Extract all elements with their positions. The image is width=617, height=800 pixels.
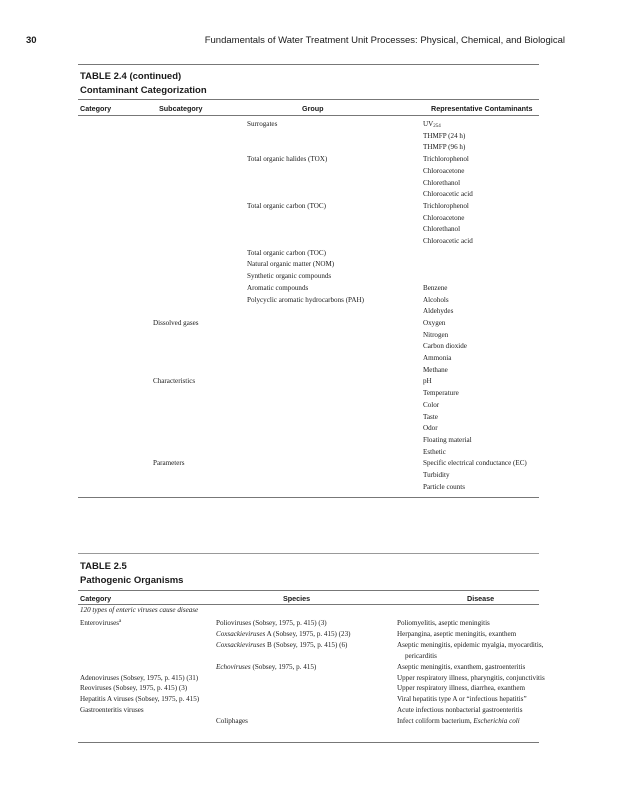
disease-cell — [397, 651, 567, 662]
category-cell — [80, 131, 153, 143]
species-genus: Echoviruses — [216, 662, 251, 671]
divider — [78, 497, 539, 498]
category-cell — [80, 248, 153, 260]
species-cell — [216, 618, 397, 629]
divider — [78, 553, 539, 554]
group-cell: Surrogates — [247, 120, 278, 128]
group-cell — [247, 376, 423, 388]
subcategory-cell — [153, 259, 247, 271]
group-cell: Aromatic compounds — [247, 283, 309, 292]
table-row — [80, 447, 541, 459]
table-row — [80, 435, 541, 447]
col-header-subcategory: Subcategory — [159, 104, 203, 113]
subcategory-cell — [153, 131, 247, 143]
group-cell: Synthetic organic compounds — [247, 272, 332, 281]
disease-text: Viral hepatitis type A or “infectious hepatitis” — [397, 695, 527, 704]
category-cell — [80, 142, 153, 154]
group-cell — [247, 131, 423, 143]
group-cell — [247, 470, 423, 482]
divider — [78, 115, 539, 116]
table-row — [80, 640, 567, 651]
group-cell — [247, 306, 423, 318]
table-row — [80, 400, 541, 412]
contaminant-cell: $UV_{254}$ — [423, 120, 441, 129]
table-row — [80, 131, 541, 143]
category-cell — [80, 154, 153, 166]
species-cell — [216, 683, 397, 694]
category-cell — [80, 376, 153, 388]
table-row — [80, 271, 541, 283]
table-row — [80, 259, 541, 271]
group-cell: Polycyclic aromatic hydrocarbons (PAH) — [247, 295, 364, 304]
subcategory-cell — [153, 435, 247, 447]
contaminant-cell: Chloroacetic acid — [423, 237, 473, 246]
category-cell — [80, 166, 153, 178]
subcategory-cell — [153, 236, 247, 248]
category-cell — [80, 662, 216, 673]
disease-text: Acute infectious nonbacterial gastroenteritis — [397, 706, 523, 715]
table-row — [80, 629, 567, 640]
col-header-category: Category — [80, 594, 112, 603]
disease-text: Poliomyelitis, aseptic meningitis — [397, 619, 490, 627]
subcategory-cell — [153, 201, 247, 213]
species-text: Polioviruses (Sobsey, 1975, p. 415) (3) — [216, 619, 327, 627]
group-cell — [247, 213, 423, 225]
table-2-5-title: Pathogenic Organisms — [80, 575, 184, 586]
group-cell — [247, 435, 423, 447]
contaminant-cell: Ammonia — [423, 354, 452, 363]
disease-cell — [397, 662, 567, 673]
subcategory-cell — [153, 388, 247, 400]
table-row — [80, 618, 567, 629]
group-cell — [247, 318, 423, 330]
table-row — [80, 662, 567, 673]
disease-organism: Escherichia coli — [473, 717, 520, 726]
category-cell — [80, 705, 216, 716]
table-row — [80, 189, 541, 201]
species-cell — [216, 716, 397, 727]
category-cell — [80, 119, 153, 131]
group-cell — [247, 353, 423, 365]
group-cell — [247, 178, 423, 190]
category-cell — [80, 365, 153, 377]
contaminant-cell: Chloroacetic acid — [423, 190, 473, 199]
subcategory-cell — [153, 166, 247, 178]
contaminant-cell: Odor — [423, 424, 438, 433]
contaminant-cell — [423, 271, 541, 283]
category-cell — [80, 189, 153, 201]
contaminant-cell: Chloroacetone — [423, 166, 465, 175]
table-row — [80, 248, 541, 260]
group-cell — [247, 400, 423, 412]
table-row — [80, 482, 541, 494]
category-cell — [80, 618, 216, 629]
subcategory-cell — [153, 330, 247, 342]
category-cell — [80, 201, 153, 213]
group-cell — [247, 458, 423, 470]
table-row — [80, 353, 541, 365]
contaminant-cell: Carbon dioxide — [423, 342, 467, 351]
category-cell — [80, 458, 153, 470]
table-row — [80, 705, 567, 716]
contaminant-cell: Temperature — [423, 389, 459, 398]
group-cell — [247, 423, 423, 435]
category-cell — [80, 447, 153, 459]
table-2-5-label: TABLE 2.5 — [80, 561, 127, 572]
category-cell — [80, 482, 153, 494]
contaminant-cell: Nitrogen — [423, 330, 449, 339]
col-header-category: Category — [80, 104, 112, 113]
species-text: B (Sobsey, 1975, p. 415) (6) — [265, 640, 348, 649]
species-genus: Coxsackieviruses — [216, 640, 266, 649]
category-cell — [80, 330, 153, 342]
category-cell — [80, 423, 153, 435]
group-cell — [247, 447, 423, 459]
group-cell: Total organic carbon (TOC) — [247, 248, 327, 257]
contaminant-cell: Trichlorophenol — [423, 201, 469, 210]
disease-text: Upper respiratory illness, pharyngitis, conjunctivitis — [397, 673, 545, 682]
category-cell — [80, 236, 153, 248]
contaminant-cell — [423, 248, 541, 260]
divider — [78, 590, 539, 591]
table-row — [80, 295, 541, 307]
table-row — [80, 318, 541, 330]
category-cell — [80, 224, 153, 236]
divider — [78, 604, 539, 605]
table-note: 120 types of enteric viruses cause disease — [80, 606, 199, 614]
species-cell — [216, 651, 397, 662]
category-cell — [80, 400, 153, 412]
page-number: 30 — [26, 35, 37, 46]
table-row — [80, 119, 541, 131]
disease-text: Infect coliform bacterium, — [397, 717, 474, 726]
category-cell — [80, 271, 153, 283]
species-genus: Coxsackieviruses — [216, 629, 266, 638]
category-cell — [80, 283, 153, 295]
contaminant-cell: Floating material — [423, 435, 472, 444]
category-cell — [80, 318, 153, 330]
disease-cell — [397, 694, 567, 705]
disease-text: pericarditis — [405, 651, 437, 660]
contaminant-cell: Aldehydes — [423, 307, 454, 316]
subcategory-cell — [153, 341, 247, 353]
disease-cell — [397, 705, 567, 716]
contaminant-cell: Alcohols — [423, 295, 449, 304]
group-cell: Total organic carbon (TOC) — [247, 201, 327, 210]
subcategory-cell: Dissolved gases — [153, 318, 199, 327]
category-cell — [80, 353, 153, 365]
contaminant-cell: Chloroacetone — [423, 213, 465, 222]
category-cell — [80, 259, 153, 271]
contaminant-cell: Chlorethanol — [423, 178, 461, 187]
table-row — [80, 142, 541, 154]
category-cell — [80, 716, 216, 727]
col-header-contaminants: Representative Contaminants — [431, 104, 533, 113]
contaminant-table — [80, 119, 541, 494]
table-row — [80, 166, 541, 178]
disease-text: Aseptic meningitis, exanthem, gastroenteritis — [397, 662, 526, 671]
contaminant-cell: THMFP (24 h) — [423, 131, 466, 140]
table-row — [80, 330, 541, 342]
table-row — [80, 201, 541, 213]
contaminant-cell: Color — [423, 400, 440, 409]
group-cell — [247, 365, 423, 377]
category-text: Adenoviruses (Sobsey, 1975, p. 415) (31) — [80, 673, 199, 682]
contaminant-cell: Oxygen — [423, 318, 446, 327]
subcategory-cell — [153, 353, 247, 365]
subcategory-cell — [153, 400, 247, 412]
contaminant-cell: pH — [423, 377, 432, 386]
group-cell — [247, 388, 423, 400]
category-cell — [80, 213, 153, 225]
disease-cell — [397, 673, 567, 684]
subcategory-cell — [153, 248, 247, 260]
table-row — [80, 341, 541, 353]
table-row — [80, 365, 541, 377]
group-cell — [247, 482, 423, 494]
category-cell — [80, 178, 153, 190]
group-cell — [247, 330, 423, 342]
species-cell — [216, 673, 397, 684]
contaminant-cell — [423, 259, 541, 271]
group-cell — [247, 341, 423, 353]
subcategory-cell — [153, 482, 247, 494]
category-cell — [80, 341, 153, 353]
contaminant-cell: Esthetic — [423, 447, 446, 456]
table-row — [80, 388, 541, 400]
category-cell — [80, 470, 153, 482]
contaminant-cell: Taste — [423, 412, 438, 421]
table-2-4-label: TABLE 2.4 (continued) — [80, 71, 182, 82]
species-cell — [216, 694, 397, 705]
subcategory-cell — [153, 189, 247, 201]
table-row — [80, 683, 567, 694]
divider — [78, 64, 539, 65]
contaminant-cell: Particle counts — [423, 482, 465, 491]
category-text: Gastroenteritis viruses — [80, 706, 144, 715]
contaminant-cell: Methane — [423, 365, 448, 374]
subcategory-cell — [153, 224, 247, 236]
table-row — [80, 178, 541, 190]
category-cell — [80, 629, 216, 640]
disease-cell — [397, 716, 567, 727]
subcategory-cell — [153, 306, 247, 318]
table-row — [80, 673, 567, 684]
group-cell — [247, 166, 423, 178]
subcategory-cell — [153, 119, 247, 131]
subcategory-cell — [153, 295, 247, 307]
table-row — [80, 651, 567, 662]
table-row — [80, 694, 567, 705]
category-cell — [80, 640, 216, 651]
contaminant-cell: Chlorethanol — [423, 225, 461, 234]
species-text: A (Sobsey, 1975, p. 415) (23) — [265, 629, 351, 638]
contaminant-cell: Turbidity — [423, 471, 450, 480]
subcategory-cell — [153, 283, 247, 295]
category-text: Enteroviruses — [80, 619, 120, 627]
category-cell — [80, 388, 153, 400]
table-row — [80, 716, 567, 727]
disease-text: Upper respiratory illness, diarrhea, exanthem — [397, 684, 526, 693]
table-row — [80, 213, 541, 225]
contaminant-cell: Benzene — [423, 283, 448, 292]
subcategory-cell: Parameters — [153, 459, 185, 468]
disease-cell — [397, 618, 567, 629]
table-row — [80, 412, 541, 424]
group-cell: Total organic halides (TOX) — [247, 155, 328, 164]
group-cell — [247, 224, 423, 236]
group-cell: Natural organic matter (NOM) — [247, 260, 335, 269]
subcategory-cell — [153, 470, 247, 482]
category-cell — [80, 683, 216, 694]
table-row — [80, 376, 541, 388]
table-row — [80, 154, 541, 166]
group-cell — [247, 236, 423, 248]
category-cell — [80, 412, 153, 424]
subcategory-cell — [153, 213, 247, 225]
subcategory-cell — [153, 142, 247, 154]
species-cell — [216, 662, 397, 673]
subcategory-cell: Characteristics — [153, 377, 196, 386]
subcategory-cell — [153, 447, 247, 459]
table-row — [80, 458, 541, 470]
divider — [78, 742, 539, 743]
group-cell — [247, 412, 423, 424]
group-cell — [247, 142, 423, 154]
col-header-disease: Disease — [467, 594, 495, 603]
table-2-4-title: Contaminant Categorization — [80, 85, 207, 96]
subcategory-cell — [153, 271, 247, 283]
category-cell — [80, 306, 153, 318]
table-row — [80, 470, 541, 482]
group-cell — [247, 189, 423, 201]
divider — [78, 99, 539, 100]
subcategory-cell — [153, 154, 247, 166]
col-header-group: Group — [302, 104, 324, 113]
subcategory-cell — [153, 178, 247, 190]
species-text: (Sobsey, 1975, p. 415) — [250, 662, 317, 671]
disease-cell — [397, 640, 567, 651]
species-text: Coliphages — [216, 717, 248, 726]
col-header-species: Species — [283, 594, 311, 603]
category-text: Hepatitis A viruses (Sobsey, 1975, p. 415) — [80, 695, 200, 704]
species-cell — [216, 629, 397, 640]
contaminant-cell: THMFP (96 h) — [423, 143, 466, 152]
species-cell — [216, 705, 397, 716]
table-row — [80, 423, 541, 435]
category-cell — [80, 694, 216, 705]
contaminant-cell: Specific electrical conductance (EC) — [423, 459, 527, 468]
running-header: Fundamentals of Water Treatment Unit Processes: Physical, Chemical, and Biological — [204, 35, 565, 46]
contaminant-cell: Trichlorophenol — [423, 155, 469, 164]
pathogen-table — [80, 618, 567, 727]
disease-cell — [397, 629, 567, 640]
category-cell — [80, 435, 153, 447]
disease-cell — [397, 683, 567, 694]
species-cell — [216, 640, 397, 651]
table-row — [80, 224, 541, 236]
category-cell — [80, 295, 153, 307]
category-text: Reoviruses (Sobsey, 1975, p. 415) (3) — [80, 684, 188, 693]
subcategory-cell — [153, 423, 247, 435]
table-row — [80, 283, 541, 295]
footnote-marker: a — [119, 619, 122, 624]
table-row — [80, 306, 541, 318]
category-cell — [80, 651, 216, 662]
subcategory-cell — [153, 365, 247, 377]
disease-text: Aseptic meningitis, epidemic myalgia, myocarditis, — [397, 640, 544, 649]
table-row — [80, 236, 541, 248]
subcategory-cell — [153, 412, 247, 424]
disease-text: Herpangina, aseptic meningitis, exanthem — [397, 629, 517, 638]
category-cell — [80, 673, 216, 684]
